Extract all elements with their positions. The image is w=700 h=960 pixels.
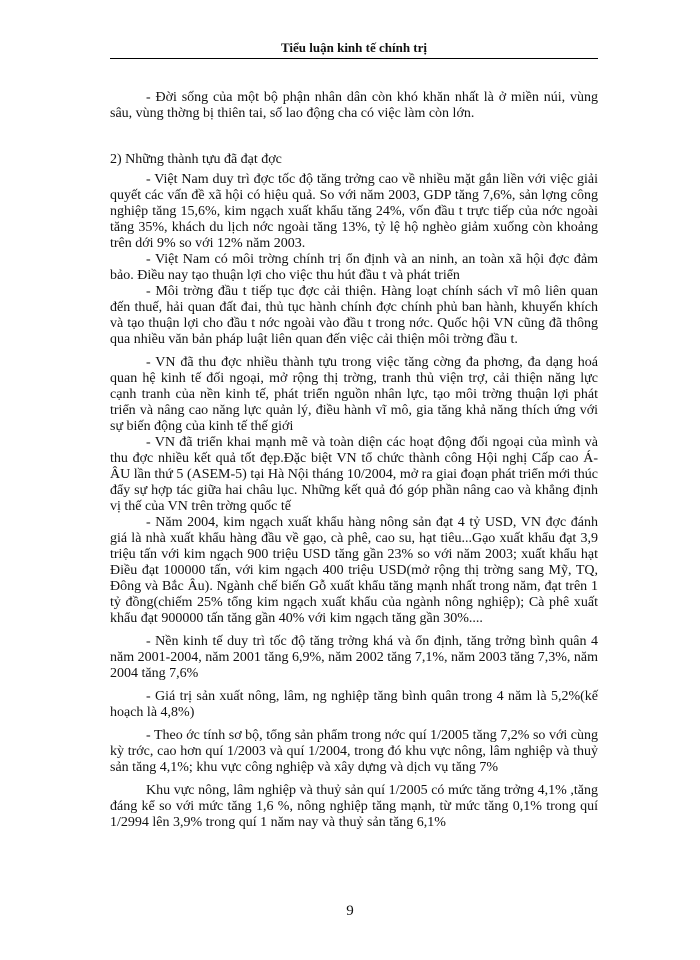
page-number: 9 bbox=[346, 903, 354, 919]
paragraph-living-conditions: - Đời sống của một bộ phận nhân dân còn khó khăn nhất là ở miền núi, vùng sâu, vùng thờng bị thiên tai, số lao động cha có việc làm còn lớn. bbox=[110, 90, 598, 121]
paragraph-political-stability: - Việt Nam có môi trờng chính trị ổn định và an ninh, an toàn xã hội đợc đảm bảo. Điều nay tạo thuận lợi cho việc thu hút đầu t và phát triển bbox=[110, 252, 598, 283]
paragraph-agriculture-q1-2005: Khu vực nông, lâm nghiệp và thuỷ sản quí 1/2005 có mức tăng trởng 4,1% ,tăng đáng kể so với mức tăng 1,6 %, nông nghiệp tăng mạnh, từ mức tăng 0,1% trong quí 1/2994 lên 3,9% trong quí 1 năm nay và thuỷ sản tăng 6,1% bbox=[110, 783, 598, 830]
section-heading-achievements: 2) Những thành tựu đã đạt đợc bbox=[110, 152, 282, 167]
paragraph-agriculture-output: - Giá trị sản xuất nông, lâm, ng nghiệp tăng bình quân trong 4 năm là 5,2%(kế hoạch là 4,8%) bbox=[110, 689, 598, 720]
paragraph-foreign-relations: - VN đã thu đợc nhiều thành tựu trong việc tăng cờng đa phơng, đa dạng hoá quan hệ kinh tế đối ngoại, mở rộng thị trờng, tranh thủ viện trợ, cải thiện năng lực cạnh tranh của nền kinh tế, phát triển nguồn nhân lực, tạo môi trờng thuận lợi phát triển và nâng cao năng lực quản lý, điều hành vĩ mô, gia tăng khả năng thích ứng với sự biến động của kinh tế thế giới bbox=[110, 355, 598, 434]
paragraph-agricultural-exports: - Năm 2004, kim ngạch xuất khẩu hàng nông sản đạt 4 tỷ USD, VN đợc đánh giá là nhà xuất khẩu hàng đầu về gạo, cà phê, cao su, hạt tiêu...Gạo xuất khẩu đạt 3,9 triệu tấn với kim ngạch 900 triệu USD tăng gần 23% so với năm 2003; xuất khẩu hạt Điều đạt 100000 tấn, với kim ngạch 400 triệu USD(mở rộng thị trờng sang Mỹ, TQ, Đông và Bắc Âu). Ngành chế biến Gỗ xuất khẩu tăng mạnh nhất trong năm, đạt trên 1 tỷ đồng(chiếm 25% tổng kim ngạch xuất khẩu của ngành nông nghiệp); Cà phê xuất khẩu đạt 900000 tấn tăng gần 40% với kim ngạch tăng gần 30%.... bbox=[110, 515, 598, 626]
paragraph-asem: - VN đã triển khai mạnh mẽ và toàn diện các hoạt động đối ngoại của mình và thu đợc nhiều kết quả tốt đẹp.Đặc biệt VN tổ chức thành công Hội nghị Cấp cao Á- ÂU lần thứ 5 (ASEM-5) tại Hà Nội tháng 10/2004, mở ra giai đoạn phát triển mới thúc đẩy sự hợp tác giữa hai châu lục. Những kết quả đó góp phần nâng cao và khẳng định vị thế của VN trên trờng quốc tế bbox=[110, 435, 598, 514]
paragraph-gdp-q1-2005: - Theo ớc tính sơ bộ, tổng sản phẩm trong nớc quí 1/2005 tăng 7,2% so với cùng kỳ trớc, cao hơn quí 1/2003 và quí 1/2004, trong đó khu vực nông, lâm nghiệp và thuỷ sản tăng 4,1%; khu vực công nghiệp và xây dựng và dịch vụ tăng 7% bbox=[110, 728, 598, 775]
paragraph-economic-growth-rates: - Nền kinh tế duy trì tốc độ tăng trởng khá và ổn định, tăng trởng bình quân 4 năm 2001-2004, năm 2001 tăng 6,9%, năm 2002 tăng 7,1%, năm 2003 tăng 7,3%, năm 2004 tăng 7,6% bbox=[110, 634, 598, 681]
paragraph-investment-environment: - Môi trờng đầu t tiếp tục đợc cải thiện. Hàng loạt chính sách vĩ mô liên quan đến thuế, hải quan đất đai, thủ tục hành chính đợc chính phủ ban hành, khuyến khích và tạo thuận lợi cho đầu t nớc ngoài vào đầu t trong nớc. Quốc hội VN cũng đã thông qua nhiều văn bản pháp luật liên quan đến việc cải thiện môi trờng đầu t. bbox=[110, 284, 598, 347]
paragraph-growth: - Việt Nam duy trì đợc tốc độ tăng trởng cao về nhiều mặt gắn liền với việc giải quyết các vấn đề xã hội có hiệu quả. So với năm 2003, GDP tăng 7,6%, sản lợng công nghiệp tăng 15,6%, kim ngạch xuất khẩu tăng 24%, vốn đầu t trực tiếp của nớc ngoài tăng 35%, khách du lịch nớc ngoài tăng 13%, tỷ lệ hộ nghèo giảm xuống còn khoảng trên dới 9% so với 12% năm 2003. bbox=[110, 172, 598, 251]
document-body bbox=[110, 90, 598, 831]
document-header: Tiểu luận kinh tế chính trị bbox=[110, 40, 598, 59]
